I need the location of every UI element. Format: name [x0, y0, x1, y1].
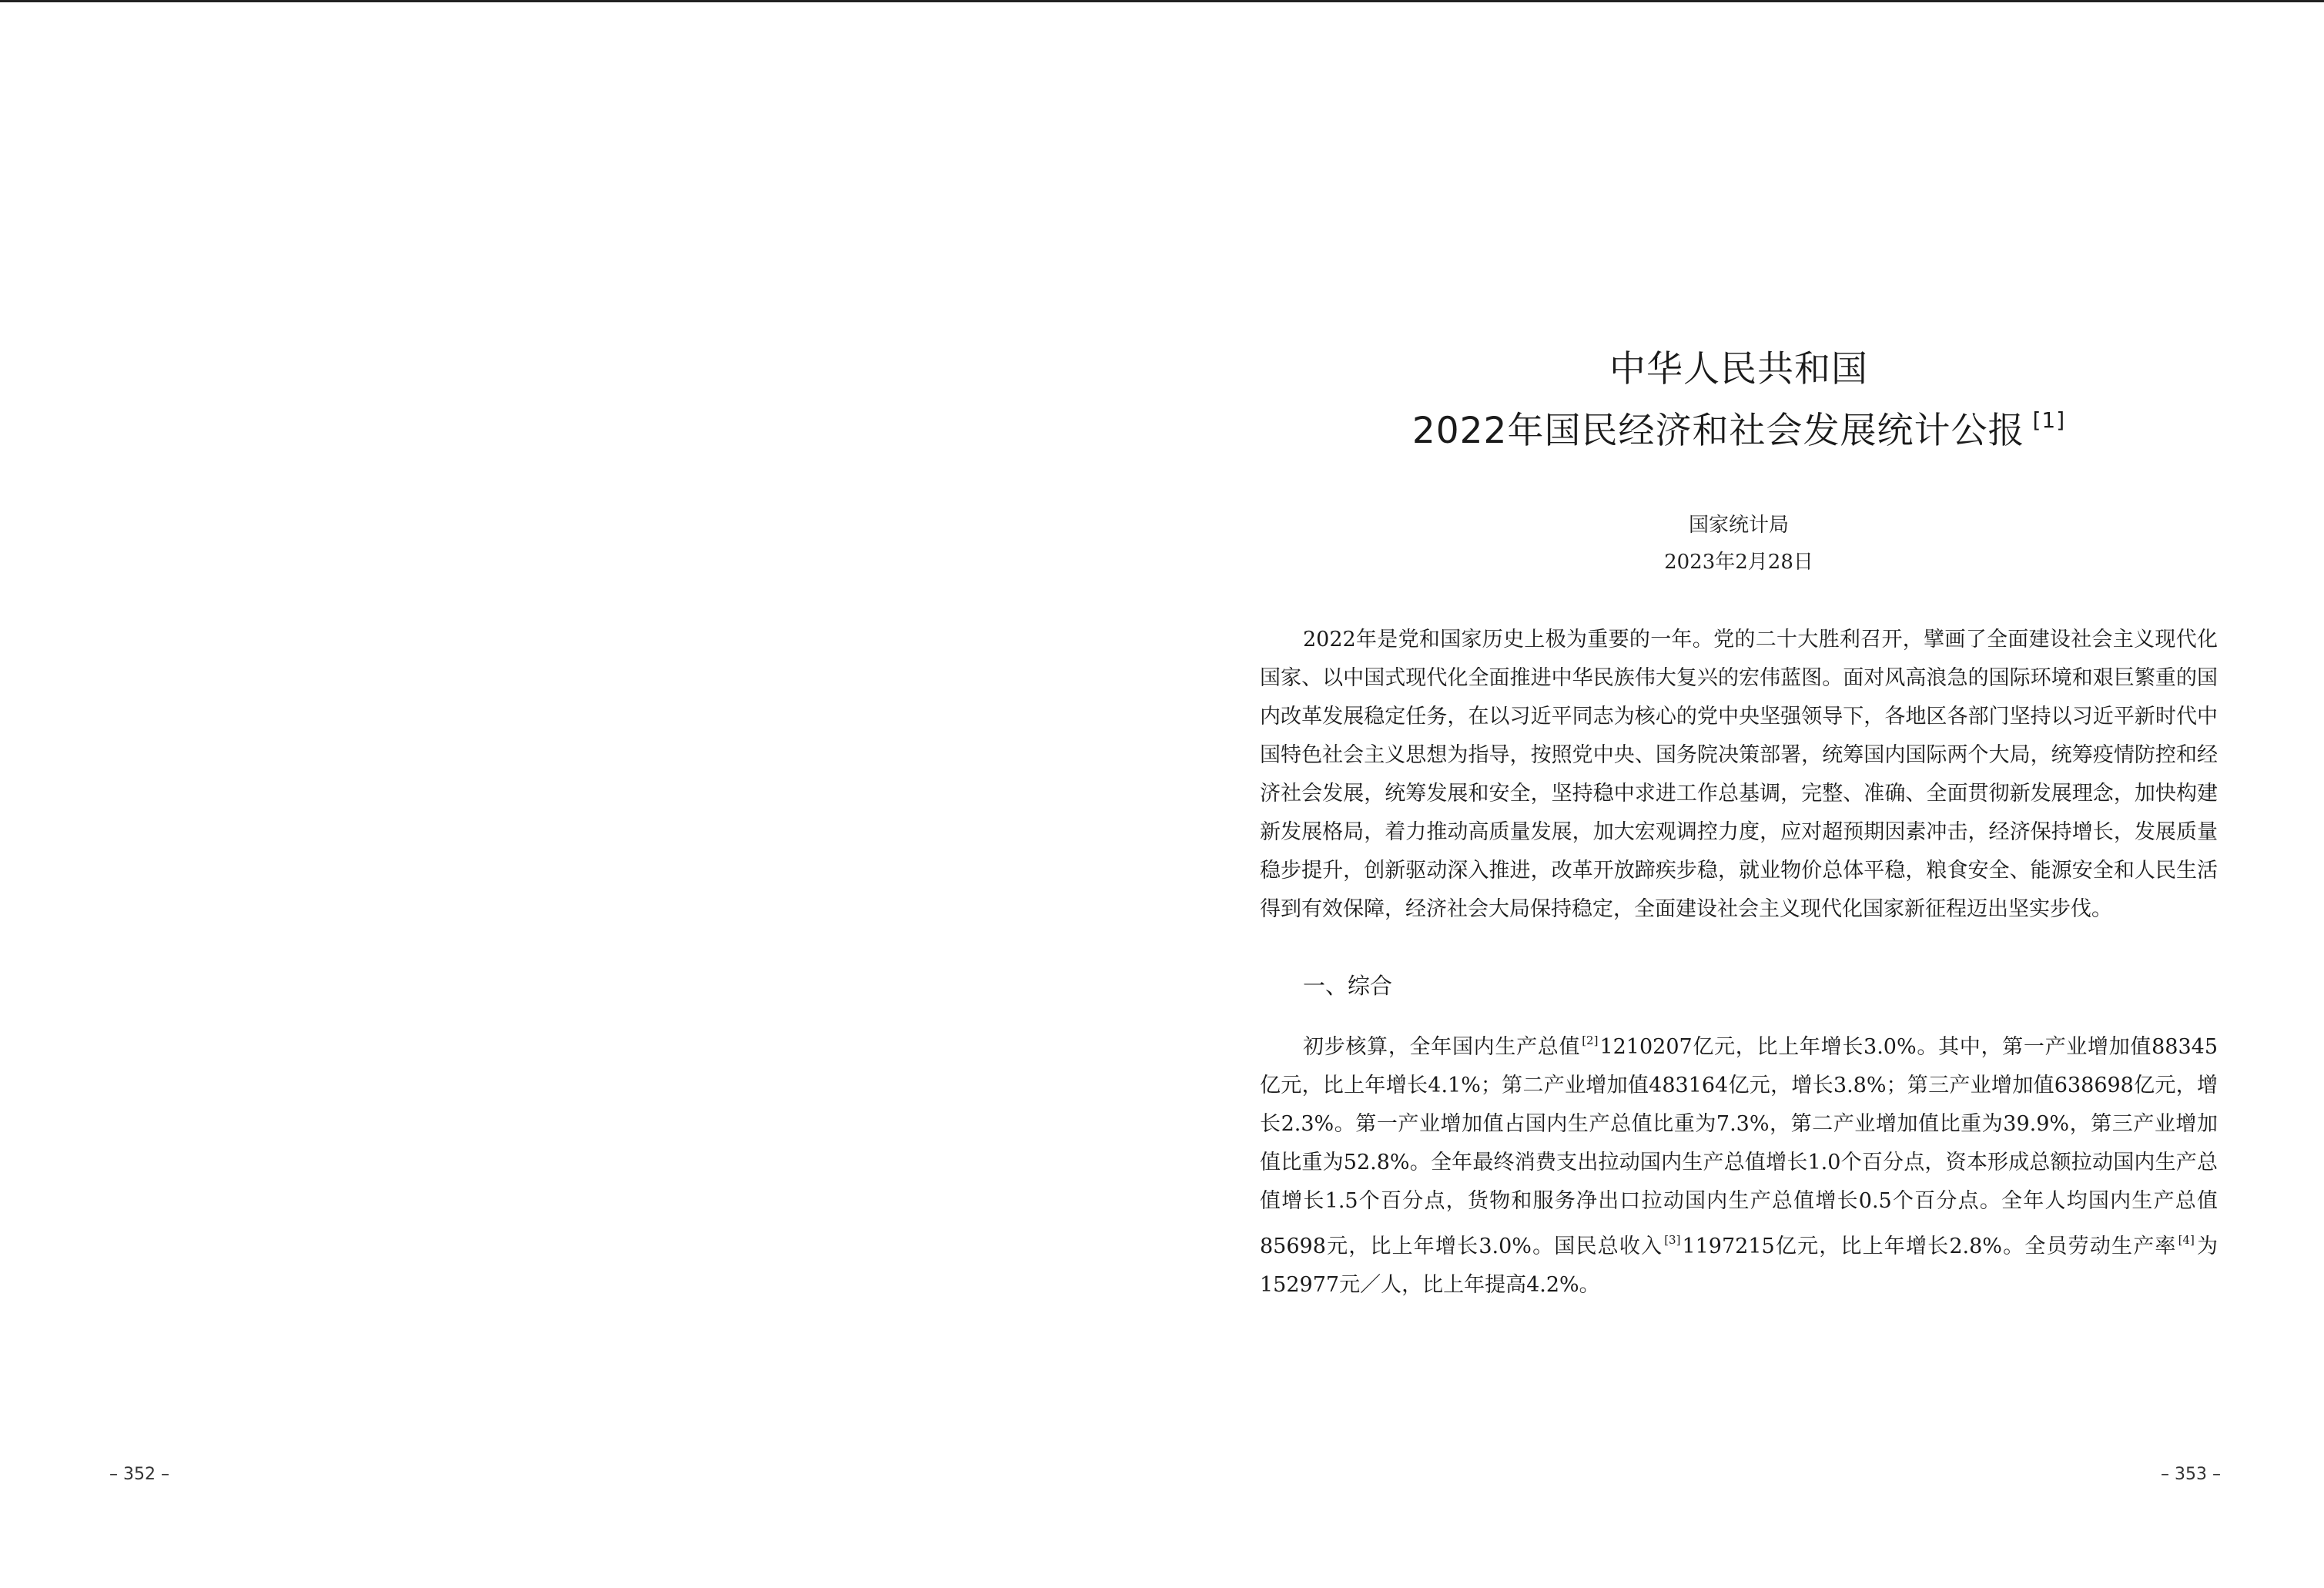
intro-section	[1260, 621, 2218, 929]
title-footnote-ref: [1]	[2032, 407, 2066, 433]
section-1-paragraph	[1260, 1021, 2218, 1305]
title-line-1: 中华人民共和国	[1609, 348, 1868, 390]
text-segment-2: 1210207亿元，比上年增长3.0%。其中，第一产业增加值88345亿元，比上年增长4.1%；第二产业增加值483164亿元，增长3.8%；第三产业增加值638698亿元，增长2.3%。第一产业增加值占国内生产总值比重为7.3%，第二产业增加值比重为39.9%，第三产业增加值比重为52.8%。全年最终消费支出拉动国内生产总值增长1.0个百分点，资本形成总额拉动国内生产总值增长1.5个百分点，货物和服务净出口拉动国内生产总值增长0.5个百分点。全年人均国内生产总值85698元，比上年增长3.0%。国民总收入	[1260, 1035, 2219, 1258]
footnote-ref-4: [4]	[2178, 1233, 2195, 1247]
text-segment-1: 初步核算，全年国内生产总值	[1303, 1035, 1581, 1059]
title-line-2	[1260, 396, 2218, 456]
section-heading: 一、综合	[1303, 973, 1393, 999]
title-line-2-text: 2022年国民经济和社会发展统计公报	[1411, 410, 2025, 452]
text-segment-4: 为152977元／人，比上年提高4.2%。	[1260, 1235, 2218, 1297]
section-1-body	[1260, 1021, 2218, 1305]
intro-paragraph: 2022年是党和国家历史上极为重要的一年。党的二十大胜利召开，擘画了全面建设社会主义现代化国家、以中国式现代化全面推进中华民族伟大复兴的宏伟蓝图。面对风高浪急的国际环境和艰巨繁重的国内改革发展稳定任务，在以习近平同志为核心的党中央坚强领导下，各地区各部门坚持以习近平新时代中国特色社会主义思想为指导，按照党中央、国务院决策部署，统筹国内国际两个大局，统筹疫情防控和经济社会发展，统筹发展和安全，坚持稳中求进工作总基调，完整、准确、全面贯彻新发展理念，加快构建新发展格局，着力推动高质量发展，加大宏观调控力度，应对超预期因素冲击，经济保持增长，发展质量稳步提升，创新驱动深入推进，改革开放蹄疾步稳，就业物价总体平稳，粮食安全、能源安全和人民生活得到有效保障，经济社会大局保持稳定，全面建设社会主义现代化国家新征程迈出坚实步伐。	[1260, 628, 2218, 921]
document-title	[1260, 345, 2218, 456]
page-number-right: – 353 –	[2161, 1465, 2221, 1484]
text-segment-3: 1197215亿元，比上年增长2.8%。全员劳动生产率	[1682, 1235, 2177, 1258]
author: 国家统计局	[1688, 514, 1789, 537]
publication-date: 2023年2月28日	[1664, 551, 1813, 574]
footnote-ref-3: [3]	[1664, 1233, 1681, 1247]
page-number-left: – 352 –	[109, 1465, 169, 1484]
document-meta	[1260, 507, 2218, 581]
footnote-ref-2: [2]	[1582, 1034, 1599, 1047]
